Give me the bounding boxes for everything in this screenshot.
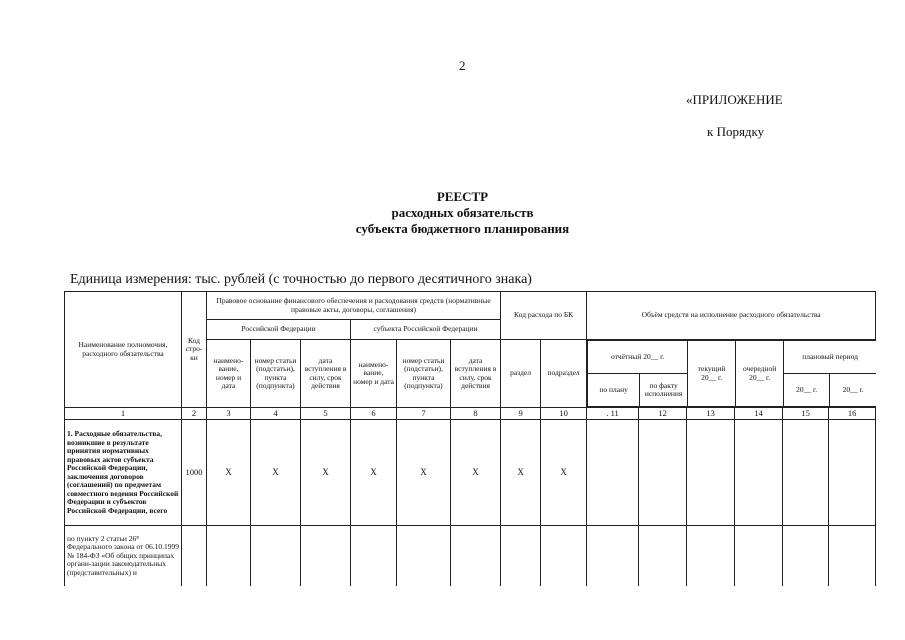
appendix-subtitle: к Порядку [707, 124, 765, 139]
header-rf-name: наимено-вание, номер и дата [207, 340, 251, 408]
header-rf: Российской Федерации [207, 320, 351, 340]
row-mark: X [207, 420, 251, 526]
column-number: 15 [783, 408, 829, 420]
header-subject-name: наимено-вание, номер и дата [351, 340, 397, 408]
table-cell [735, 420, 783, 526]
registry-title-line1: РЕЕСТР [436, 189, 489, 204]
column-number: 1 [65, 408, 182, 420]
column-number: 10 [541, 408, 587, 420]
header-code: Код стро-ки [182, 292, 207, 408]
table-cell [735, 526, 783, 587]
column-number: 3 [207, 408, 251, 420]
header-bk-code: Код расхода по БК [501, 292, 587, 340]
appendix-title: «ПРИЛОЖЕНИЕ [686, 92, 783, 107]
column-number: 7 [397, 408, 451, 420]
header-name: Наименование полномочия, расходного обязательства [65, 292, 182, 408]
header-subsection: подраздел [541, 340, 587, 408]
row-name: 1. Расходные обязательства, возникшие в результате принятия нормативных правовых актов субъекта Российской Федерации, заключения договоров (соглашений) по предметам совместного ведения Российской Федерации и субъектов Российской Федерации, всего [65, 420, 182, 526]
column-number: 8 [451, 408, 501, 420]
column-number: 6 [351, 408, 397, 420]
row-mark: X [351, 420, 397, 526]
registry-title-line2: расходных обязательств [391, 205, 534, 220]
header-rf-article: номер статьи (подстатьи), пункта (подпункта) [251, 340, 301, 408]
table-cell [783, 526, 829, 587]
table-cell [639, 526, 687, 587]
table-cell [397, 526, 451, 587]
column-number: 5 [301, 408, 351, 420]
table-cell [829, 526, 876, 587]
header-by-plan: по плану [588, 374, 640, 407]
header-plan-year2: 20__ г. [830, 374, 876, 407]
table-cell [251, 526, 301, 587]
table-cell [687, 526, 735, 587]
table-cell [182, 526, 207, 587]
column-number: 13 [687, 408, 735, 420]
row-code: 1000 [182, 420, 207, 526]
header-reporting-year: отчётный 20__ г. [588, 341, 688, 374]
registry-title [0, 189, 905, 237]
row-mark: X [397, 420, 451, 526]
column-number: 12 [639, 408, 687, 420]
column-number: . 11 [587, 408, 639, 420]
table-cell [207, 526, 251, 587]
registry-table [64, 291, 876, 586]
header-next-year: очередной 20__ г. [736, 341, 784, 407]
header-actual: по факту исполнения [640, 374, 688, 407]
header-planning-period: плановый период [784, 341, 876, 374]
table-cell [301, 526, 351, 587]
volume-subheaders [587, 340, 876, 408]
table-cell [351, 526, 397, 587]
header-subject: субъекта Российской Федерации [351, 320, 501, 340]
table-cell [587, 526, 639, 587]
column-number: 16 [829, 408, 876, 420]
table-cell [687, 420, 735, 526]
header-volume: Объём средств на исполнение расходного обязательства [587, 292, 876, 340]
units-label: Единица измерения: тыс. рублей (с точностью до первого десятичного знака) [70, 272, 532, 287]
table-cell [829, 420, 876, 526]
header-subject-date: дата вступления в силу, срок действия [451, 340, 501, 408]
row-mark: X [541, 420, 587, 526]
header-section: раздел [501, 340, 541, 408]
row-mark: X [501, 420, 541, 526]
column-number: 9 [501, 408, 541, 420]
header-legal-basis: Правовое основание финансового обеспечения и расходования средств (нормативные правовые акты, договоры, соглашения) [207, 292, 501, 320]
page-number: 2 [459, 58, 466, 73]
row-mark: X [301, 420, 351, 526]
table-cell [783, 420, 829, 526]
header-current-year: текущий 20__ г. [688, 341, 736, 407]
header-rf-date: дата вступления в силу, срок действия [301, 340, 351, 408]
column-number: 2 [182, 408, 207, 420]
column-numbers-row [65, 408, 876, 420]
row-name: по пункту 2 статьи 26⁸ Федерального закона от 06.10.1999 № 184-ФЗ «Об общих принципах органи-зации законодательных (представительных) и [65, 526, 182, 587]
column-number: 4 [251, 408, 301, 420]
row-mark: X [251, 420, 301, 526]
header-plan-year1: 20__ г. [784, 374, 830, 407]
table-cell [639, 420, 687, 526]
column-number: 14 [735, 408, 783, 420]
table-cell [587, 420, 639, 526]
header-subject-article: номер статьи (подстатьи), пункта (подпункта) [397, 340, 451, 408]
table-cell [501, 526, 541, 587]
table-cell [541, 526, 587, 587]
row-mark: X [451, 420, 501, 526]
table-cell [451, 526, 501, 587]
registry-title-line3: субъекта бюджетного планирования [355, 221, 570, 236]
table-row [65, 526, 876, 587]
table-row [65, 420, 876, 526]
